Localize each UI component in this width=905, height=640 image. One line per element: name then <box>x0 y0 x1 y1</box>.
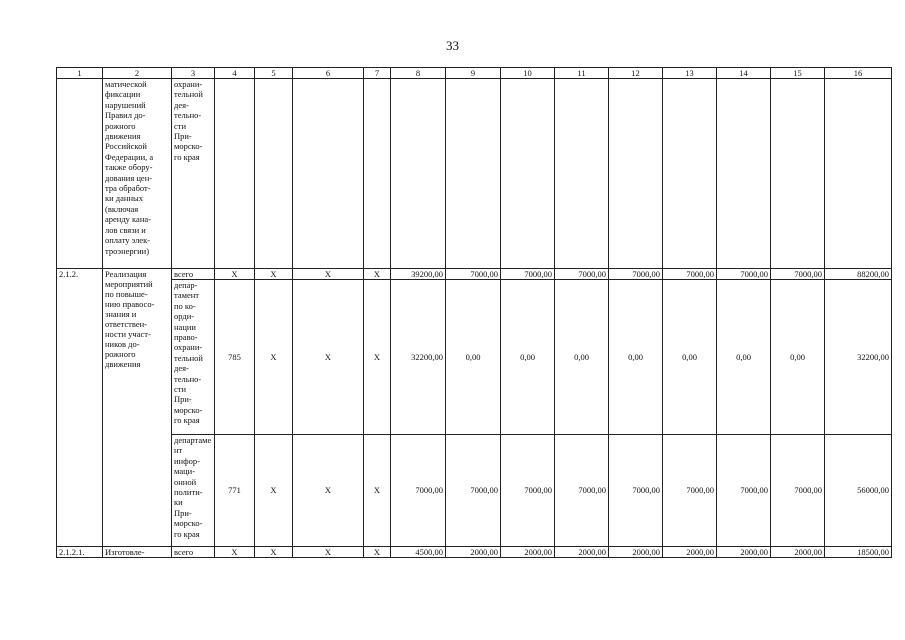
measure-name-cont: матической фиксации нарушений Правил до- рожного движения Российской Федерации, а также обору- дования цен- тра обработ- ки данных (включая аренду кана- лов связи и оплату элек- троэнергии) <box>103 79 172 269</box>
value-cell: 7000,00 <box>771 435 825 547</box>
value-cell: 7000,00 <box>501 435 555 547</box>
empty-cell <box>364 79 391 269</box>
value-cell: 7000,00 <box>555 435 609 547</box>
empty-cell <box>771 79 825 269</box>
value-cell: 2000,00 <box>663 547 717 558</box>
empty-cell <box>555 79 609 269</box>
header-cell: 7 <box>364 68 391 79</box>
value-cell: 0,00 <box>609 280 663 435</box>
executor-total-label: всего <box>172 547 215 558</box>
value-cell: 0,00 <box>501 280 555 435</box>
value-cell: 0,00 <box>771 280 825 435</box>
header-cell: 2 <box>103 68 172 79</box>
empty-cell <box>215 79 255 269</box>
empty-cell <box>609 79 663 269</box>
executor-label: депар- тамент по ко- орди- нации право- охрани- тельной дея- тельно- сти При- морско- го края <box>172 280 215 435</box>
continuation-row <box>57 79 892 269</box>
value-cell: 2000,00 <box>609 547 663 558</box>
value-cell: 2000,00 <box>717 547 771 558</box>
header-cell: 13 <box>663 68 717 79</box>
header-cell: 11 <box>555 68 609 79</box>
value-cell: 7000,00 <box>771 269 825 280</box>
value-cell: 7000,00 <box>717 435 771 547</box>
empty-cell <box>57 79 103 269</box>
value-cell: 56000,00 <box>825 435 892 547</box>
section-code: X <box>255 547 293 558</box>
empty-cell <box>255 79 293 269</box>
grbs-code: X <box>215 269 255 280</box>
value-cell: 4500,00 <box>391 547 446 558</box>
empty-cell <box>663 79 717 269</box>
header-cell: 15 <box>771 68 825 79</box>
row-2-1-2-sub2 <box>57 435 892 547</box>
executor-total-label: всего <box>172 269 215 280</box>
header-cell: 5 <box>255 68 293 79</box>
target-article: X <box>293 269 364 280</box>
row-number: 2.1.2. <box>57 269 103 547</box>
empty-cell <box>825 79 892 269</box>
empty-cell <box>446 79 501 269</box>
header-cell: 8 <box>391 68 446 79</box>
value-cell: 7000,00 <box>555 269 609 280</box>
empty-cell <box>391 79 446 269</box>
value-cell: 0,00 <box>663 280 717 435</box>
value-cell: 7000,00 <box>663 435 717 547</box>
value-cell: 7000,00 <box>663 269 717 280</box>
header-cell: 1 <box>57 68 103 79</box>
target-article: X <box>293 547 364 558</box>
budget-table <box>56 67 892 558</box>
empty-cell <box>501 79 555 269</box>
value-cell: 0,00 <box>446 280 501 435</box>
value-cell: 7000,00 <box>609 435 663 547</box>
value-cell: 7000,00 <box>609 269 663 280</box>
value-cell: 32200,00 <box>391 280 446 435</box>
target-article: X <box>293 435 364 547</box>
empty-cell <box>717 79 771 269</box>
header-cell: 12 <box>609 68 663 79</box>
value-cell: 7000,00 <box>501 269 555 280</box>
value-cell: 2000,00 <box>446 547 501 558</box>
value-cell: 7000,00 <box>446 435 501 547</box>
value-cell: 39200,00 <box>391 269 446 280</box>
value-cell: 2000,00 <box>555 547 609 558</box>
expense-type: X <box>364 435 391 547</box>
value-cell: 7000,00 <box>446 269 501 280</box>
value-cell: 88200,00 <box>825 269 892 280</box>
target-article: X <box>293 280 364 435</box>
executor-cont: охрани- тельной дея- тельно- сти При- морско- го края <box>172 79 215 269</box>
grbs-code: 771 <box>215 435 255 547</box>
value-cell: 0,00 <box>717 280 771 435</box>
row-2-1-2-total <box>57 269 892 280</box>
expense-type: X <box>364 269 391 280</box>
value-cell: 0,00 <box>555 280 609 435</box>
value-cell: 18500,00 <box>825 547 892 558</box>
row-2-1-2-sub1 <box>57 280 892 435</box>
section-code: X <box>255 280 293 435</box>
grbs-code: 785 <box>215 280 255 435</box>
section-code: X <box>255 435 293 547</box>
header-cell: 14 <box>717 68 771 79</box>
row-number: 2.1.2.1. <box>57 547 103 558</box>
header-cell: 9 <box>446 68 501 79</box>
grbs-code: X <box>215 547 255 558</box>
section-code: X <box>255 269 293 280</box>
header-row <box>57 68 892 79</box>
header-cell: 4 <box>215 68 255 79</box>
value-cell: 7000,00 <box>391 435 446 547</box>
page-number: 33 <box>446 38 459 53</box>
header-cell: 16 <box>825 68 892 79</box>
value-cell: 7000,00 <box>717 269 771 280</box>
value-cell: 2000,00 <box>771 547 825 558</box>
row-2-1-2-1-total <box>57 547 892 558</box>
empty-cell <box>293 79 364 269</box>
expense-type: X <box>364 547 391 558</box>
value-cell: 2000,00 <box>501 547 555 558</box>
measure-name: Изготовле- <box>103 547 172 558</box>
executor-label: департамент инфор- маци- онной полити- ки При- морско- го края <box>172 435 215 547</box>
header-cell: 10 <box>501 68 555 79</box>
value-cell: 32200,00 <box>825 280 892 435</box>
header-cell: 3 <box>172 68 215 79</box>
expense-type: X <box>364 280 391 435</box>
measure-name: Реализация мероприятий по повыше- нию правосо- знания и ответствен- ности участ- ников до- рожного движения <box>103 269 172 547</box>
header-cell: 6 <box>293 68 364 79</box>
